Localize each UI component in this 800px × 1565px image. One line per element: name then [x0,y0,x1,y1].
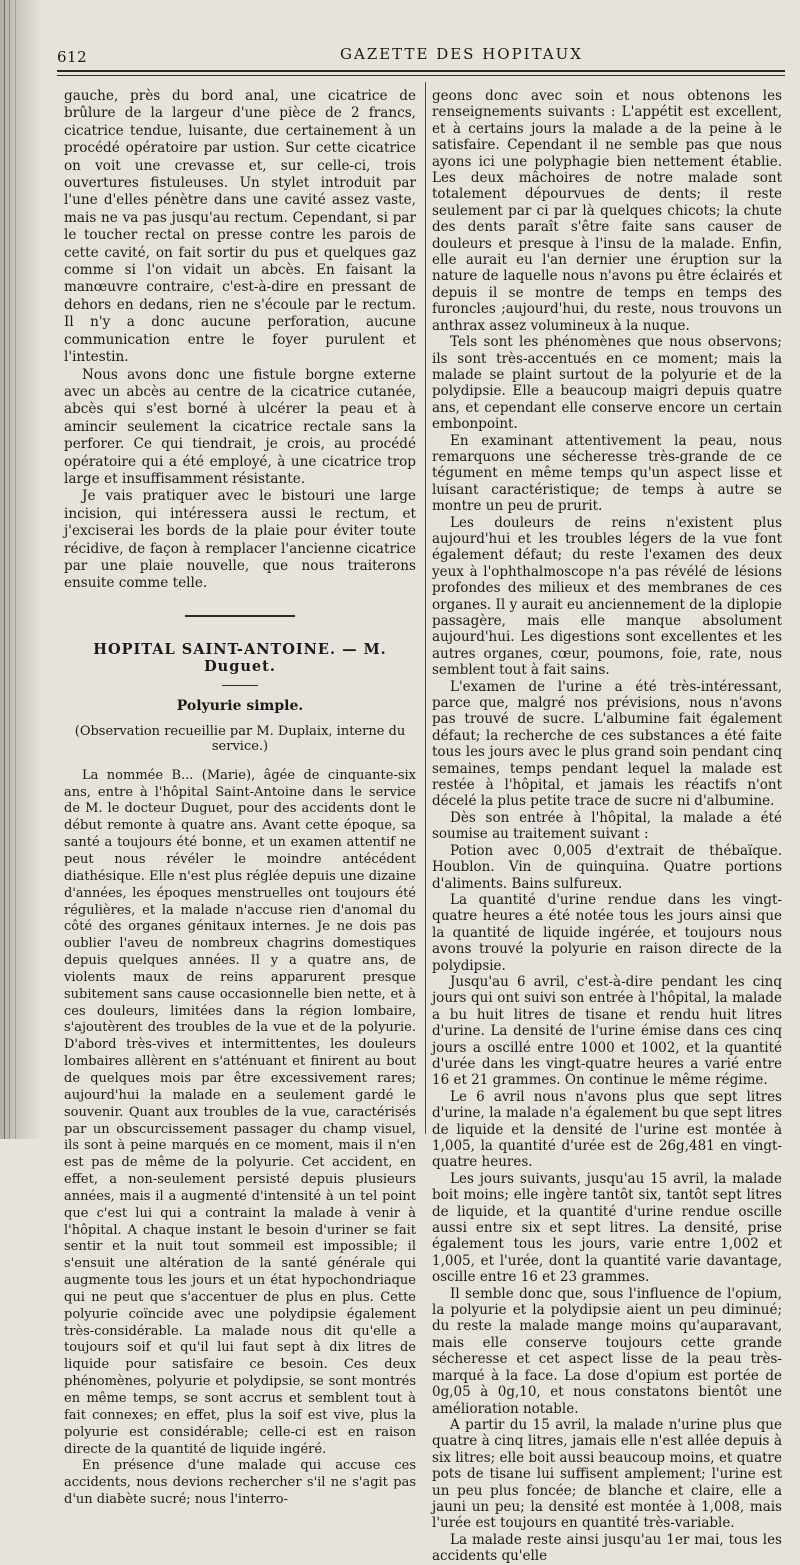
observation-note: (Observation recueillie par M. Duplaix, interne du service.) [74,723,406,754]
section-divider [185,615,295,617]
header-rule [57,70,785,72]
heading-rule [222,685,258,686]
page-number: 612 [57,48,88,66]
scan-edge-line [15,0,16,1139]
paragraph: La nommée B... (Marie), âgée de cinquante-six ans, entre à l'hôpital Saint-Antoine dans le service de M. le docteur Duguet, pour des accidents dont le début remonte à quatre ans. Avant cette époque, sa santé a toujours été bonne, et un examen attentif ne peut nous révéler le moindre antécédent diathésique. Elle n'est plus réglée depuis une dizaine d'années, les époques menstruelles ont toujours été régulières, et la malade n'accuse rien d'anomal du côté des organes génitaux internes. Je ne dois pas oublier l'aveu de nombreux chagrins domestiques depuis quelques années. Il y a quatre ans, de violents maux de reins apparurent presque subitement sans cause occasionnelle bien nette, et à ces douleurs, limitées dans la région lombaire, s'ajoutèrent des troubles de la vue et de la polyurie. D'abord très-vives et intermittentes, les douleurs lombaires allèrent en s'atténuant et finirent au bout de quelques mois par être excessivement rares; aujourd'hui la malade en a seulement gardé le souvenir. Quant aux troubles de la vue, caractérisés par un obscurcissement passager du champ visuel, ils sont à peine marqués en ce moment, mais il n'en est pas de même de la polyurie. Cet accident, en effet, a non-seulement persisté depuis plusieurs années, mais il a augmenté d'intensité à un tel point que c'est lui qui a contraint la malade à venir à l'hôpital. A chaque instant le besoin d'uriner se fait sentir et la nuit tout sommeil est impossible; il s'ensuit une altération de la santé générale qui augmente tous les jours et un état hypochondriaque qui ne peut que s'accentuer de plus en plus. Cette polyurie coïncide avec une polydipsie également très-considérable. La malade nous dit qu'elle a toujours soif et qu'il lui faut sept à dix litres de liquide pour satisfaire ce besoin. Ces deux phénomènes, polyurie et polydipsie, se sont montrés en même temps, se sont accrus et semblent tout à fait connexes; en effet, plus la soif est vive, plus la polyurie est considérable; celle-ci est en raison directe de la quantité de liquide ingéré. [64,767,416,1457]
paragraph: Les douleurs de reins n'existent plus aujourd'hui et les troubles légers de la vue font également défaut; du reste l'examen des deux yeux à l'ophthalmoscope n'a pas révélé de lésions profondes des milieux et des membranes de ces organes. Il y aurait eu anciennement de la diplopie passagère, mais elle manque absolument aujourd'hui. Les digestions sont excellentes et les autres organes, cœur, poumons, foie, rate, nous semblent tout à fait sains. [432,514,782,679]
scan-edge-line [4,0,5,1139]
right-column [432,88,782,1565]
paragraph: En examinant attentivement la peau, nous remarquons une sécheresse très-grande de ce tégument en même temps qu'un aspect lisse et luisant caractéristique; de temps à autre se montre un peu de prurit. [432,432,782,515]
paragraph: L'examen de l'urine a été très-intéressant, parce que, malgré nos prévisions, nous n'avons pas trouvé de sucre. L'albumine fait également défaut; la recherche de ces substances a été faite tous les jours avec le plus grand soin pendant cinq semaines, temps pendant lequel la malade est restée à l'hôpital, et jamais les réactifs n'ont décelé la plus petite trace de sucre ni d'albumine. [432,678,782,810]
paragraph: Jusqu'au 6 avril, c'est-à-dire pendant les cinq jours qui ont suivi son entrée à l'hôpital, la malade a bu huit litres de tisane et rendu huit litres d'urine. La densité de l'urine émise dans ces cinq jours a oscillé entre 1000 et 1002, et la quantité d'urée dans les vingt-quatre heures a varié entre 16 et 21 grammes. On continue le même régime. [432,973,782,1089]
header-rule [57,75,785,76]
scan-edge-line [9,0,10,1139]
left-column [64,88,416,1509]
running-title: GAZETTE DES HOPITAUX [340,45,583,63]
scan-binding-edge [0,0,42,1139]
paragraph: En présence d'une malade qui accuse ces accidents, nous devions rechercher s'il ne s'agit pas d'un diabète sucré; nous l'interro- [64,1458,416,1508]
section-subtitle: Polyurie simple. [176,697,304,714]
paragraph: Le 6 avril nous n'avons plus que sept litres d'urine, la malade n'a également bu que sept litres de liquide et la densité de l'urine est montée à 1,005, la quantité d'urée est de 26g,481 en vingt-quatre heures. [432,1088,782,1171]
paragraph: Nous avons donc une fistule borgne externe avec un abcès au centre de la cicatrice cutanée, abcès qui s'est borné à ulcérer la peau et à amincir seulement la cicatrice rectale sans la perforer. Ce qui tiendrait, je crois, au procédé opératoire qui a été employé, à une cicatrice trop large et insuffisamment résistante. [64,366,416,487]
column-separator [425,82,426,1134]
paragraph: Je vais pratiquer avec le bistouri une large incision, qui intéressera aussi le rectum, et j'exciserai les bords de la plaie pour éviter toute récidive, de façon à remplacer l'ancienne cicatrice par une plaie nouvelle, que nous traiterons ensuite comme telle. [64,488,416,592]
section-heading: HOPITAL SAINT-ANTOINE. — M. Duguet. [93,640,387,675]
paragraph: Dès son entrée à l'hôpital, la malade a été soumise au traitement suivant : [432,809,782,843]
paragraph: Les jours suivants, jusqu'au 15 avril, la malade boit moins; elle ingère tantôt six, tantôt sept litres de liquide, et la quantité d'urine rendue oscille aussi entre six et sept litres. La densité, prise également tous les jours, varie entre 1,002 et 1,005, et l'urée, dont la quantité varie davantage, oscille entre 16 et 23 grammes. [432,1170,782,1286]
paragraph: geons donc avec soin et nous obtenons les renseignements suivants : L'appétit est excellent, et à certains jours la malade a de la peine à le satisfaire. Cependant il ne semble pas que nous ayons ici une polyphagie bien nettement établie. Les deux mâchoires de notre malade sont totalement dépourvues de dents; il reste seulement par ci par là quelques chicots; la chute des dents paraît s'être faite sans causer de douleurs et presque à l'insu de la malade. Enfin, elle aurait eu l'an dernier une éruption sur la nature de laquelle nous n'avons pu être éclairés et depuis il se montre de temps en temps des furoncles ;aujourd'hui, du reste, nous trouvons un anthrax assez volumineux à la nuque. [432,88,782,334]
paragraph: La malade reste ainsi jusqu'au 1er mai, tous les accidents qu'elle [432,1531,782,1565]
paragraph: Il semble donc que, sous l'influence de l'opium, la polyurie et la polydipsie aient un peu diminué; du reste la malade mange moins qu'auparavant, mais elle conserve toujours cette grande sécheresse et cet aspect lisse de la peau très-marqué à la face. La dose d'opium est portée de 0g,05 à 0g,10, et nous constatons bientôt une amélioration notable. [432,1285,782,1417]
paragraph: La quantité d'urine rendue dans les vingt-quatre heures a été notée tous les jours ainsi que la quantité de liquide ingérée, et toujours nous avons trouvé la polyurie en raison directe de la polydipsie. [432,891,782,974]
paragraph: A partir du 15 avril, la malade n'urine plus que quatre à cinq litres, jamais elle n'est allée depuis à six litres; elle boit aussi beaucoup moins, et quatre pots de tisane lui suffisent amplement; l'urine est un peu plus foncée; de blanche et claire, elle a jauni un peu; la densité est montée à 1,008, mais l'urée est toujours en quantité très-variable. [432,1416,782,1532]
paragraph: Potion avec 0,005 d'extrait de thébaïque. Houblon. Vin de quinquina. Quatre portions d'aliments. Bains sulfureux. [432,842,782,892]
paragraph: Tels sont les phénomènes que nous observons; ils sont très-accentués en ce moment; mais la malade se plaint surtout de la polyurie et de la polydipsie. Elle a beaucoup maigri depuis quatre ans, et cependant elle conserve encore un certain embonpoint. [432,334,782,433]
paragraph: gauche, près du bord anal, une cicatrice de brûlure de la largeur d'une pièce de 2 francs, cicatrice tendue, luisante, due certainement à un procédé opératoire par ustion. Sur cette cicatrice on voit une crevasse et, sur celle-ci, trois ouvertures fistuleuses. Un stylet introduit par l'une d'elles pénètre dans une cavité assez vaste, mais ne va pas jusqu'au rectum. Cependant, si par le toucher rectal on presse contre les parois de cette cavité, on fait sortir du pus et quelques gaz comme si l'on vidait un abcès. En faisant la manœuvre contraire, c'est-à-dire en pressant de dehors en dedans, rien ne s'écoule par le rectum. Il n'y a donc aucune perforation, aucune communication entre le foyer purulent et l'intestin. [64,88,416,366]
